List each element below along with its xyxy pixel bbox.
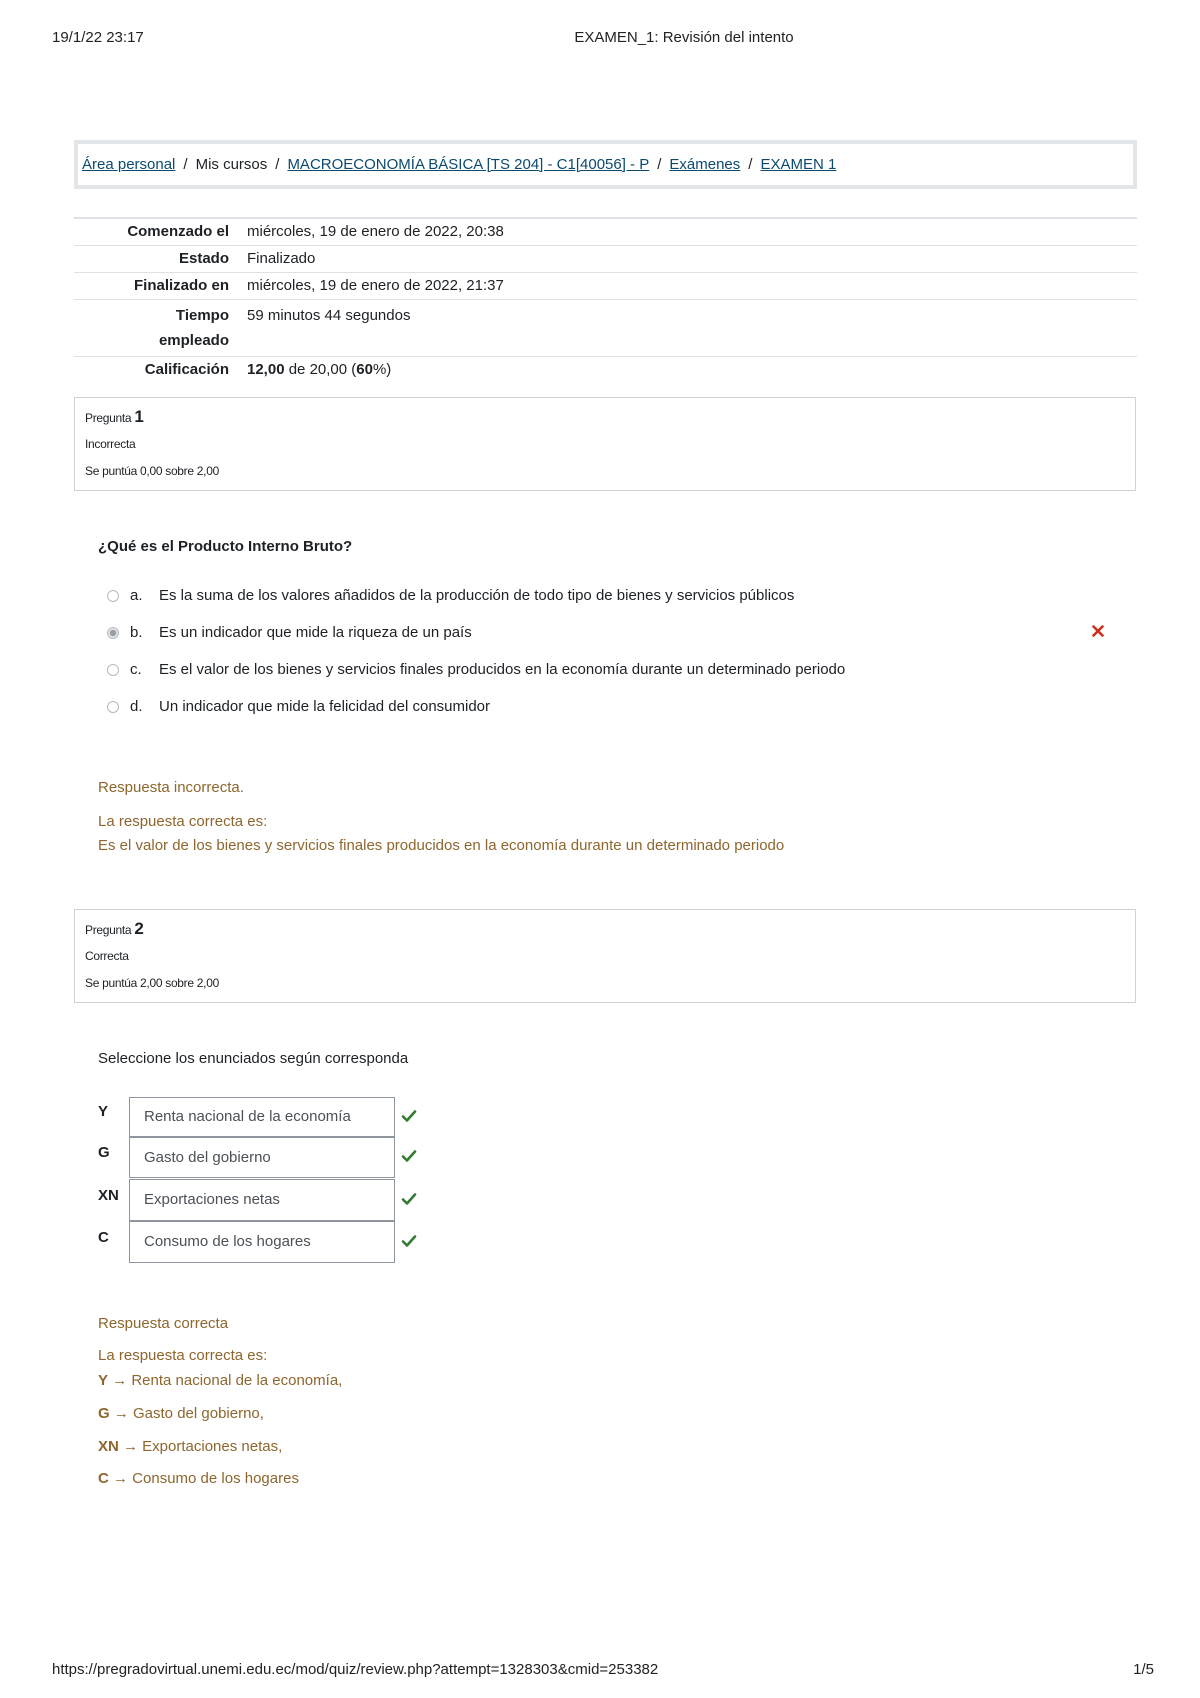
- pair-answer: → Consumo de los hogares: [108, 1470, 299, 1487]
- right-answer-pair: [98, 1371, 342, 1391]
- option-text: Es el valor de los bienes y servicios finales producidos en la economía durante un determinado periodo: [159, 661, 846, 678]
- grade-percent: 60: [356, 361, 373, 378]
- question-2-outcome: Respuesta correcta: [98, 1315, 229, 1332]
- question-label: Pregunta: [85, 411, 132, 425]
- question-1-state: Incorrecta: [85, 437, 136, 451]
- question-2-text: Seleccione los enunciados según corresponda: [98, 1050, 409, 1067]
- summary-label: Estado: [178, 250, 229, 267]
- summary-label: Calificación: [144, 361, 229, 378]
- summary-row-finished: [74, 272, 1137, 299]
- radio-icon: [107, 664, 119, 676]
- pair-stem: C: [98, 1470, 109, 1487]
- option-letter: d.: [130, 698, 143, 715]
- option-letter: a.: [130, 587, 143, 604]
- question-1-option-c: [0, 660, 1200, 680]
- match-stem: C: [98, 1229, 109, 1246]
- pair-answer: → Renta nacional de la economía,: [108, 1372, 343, 1389]
- breadcrumb: [74, 140, 1137, 189]
- question-label: Pregunta: [85, 923, 132, 937]
- summary-label-wrap: [74, 303, 229, 353]
- breadcrumb-course-link[interactable]: MACROECONOMÍA BÁSICA [TS 204] - C1[40056] - P: [287, 156, 650, 173]
- correct-check-icon: [401, 1108, 417, 1124]
- pair-answer: → Exportaciones netas,: [118, 1438, 283, 1455]
- summary-value: miércoles, 19 de enero de 2022, 20:38: [247, 223, 504, 240]
- question-number: 2: [134, 919, 144, 938]
- option-text: Un indicador que mide la felicidad del consumidor: [159, 698, 491, 715]
- question-2-state: Correcta: [85, 949, 129, 963]
- print-title: EXAMEN_1: Revisión del intento: [574, 29, 794, 46]
- summary-value: miércoles, 19 de enero de 2022, 21:37: [247, 277, 504, 294]
- breadcrumb-examen-link[interactable]: EXAMEN 1: [760, 156, 837, 173]
- option-letter: b.: [130, 624, 143, 641]
- correct-check-icon: [401, 1148, 417, 1164]
- radio-icon: [107, 701, 119, 713]
- summary-label: Tiempo empleado: [158, 307, 229, 349]
- pair-stem: Y: [98, 1372, 109, 1389]
- question-1-right-answer-label: La respuesta correcta es:: [98, 813, 268, 830]
- question-1-text: ¿Qué es el Producto Interno Bruto?: [98, 538, 353, 555]
- question-2-right-answer-label: La respuesta correcta es:: [98, 1347, 268, 1364]
- right-answer-pair: [98, 1437, 282, 1457]
- print-url: https://pregradovirtual.unemi.edu.ec/mod/quiz/review.php?attempt=1328303&cmid=253382: [52, 1661, 659, 1678]
- pair-answer: → Gasto del gobierno,: [109, 1405, 264, 1422]
- match-stem: G: [98, 1144, 110, 1161]
- question-2-info-box: [74, 909, 1136, 1003]
- question-number: 1: [134, 407, 144, 426]
- summary-value: 59 minutos 44 segundos: [247, 307, 411, 324]
- right-answer-pair: [98, 1469, 299, 1489]
- question-2-grade: Se puntúa 2,00 sobre 2,00: [85, 976, 219, 990]
- match-select: Gasto del gobierno: [129, 1137, 395, 1178]
- question-1-outcome: Respuesta incorrecta.: [98, 779, 244, 796]
- match-select: Consumo de los hogares: [129, 1221, 395, 1263]
- pair-stem: XN: [98, 1438, 119, 1455]
- incorrect-cross-icon: [1090, 623, 1106, 639]
- print-datetime: 19/1/22 23:17: [52, 29, 144, 46]
- question-1-right-answer: Es el valor de los bienes y servicios finales producidos en la economía durante un determinado periodo: [98, 837, 785, 854]
- grade-value: [229, 360, 391, 380]
- match-select: Renta nacional de la economía: [129, 1097, 395, 1137]
- grade-middle: de 20,00 (: [284, 361, 357, 378]
- question-2-heading: [85, 918, 144, 941]
- option-text: Es un indicador que mide la riqueza de un país: [159, 624, 472, 641]
- option-letter: c.: [130, 661, 142, 678]
- summary-value: Finalizado: [247, 250, 316, 267]
- summary-label: Comenzado el: [127, 223, 229, 240]
- breadcrumb-separator: /: [748, 156, 753, 173]
- summary-row-state: [74, 245, 1137, 272]
- correct-check-icon: [401, 1233, 417, 1249]
- summary-row-started: [74, 217, 1137, 245]
- breadcrumb-separator: /: [275, 156, 280, 173]
- summary-row-time-taken: [74, 299, 1137, 356]
- radio-selected-icon: [107, 627, 119, 639]
- attempt-summary-table: [74, 217, 1137, 383]
- breadcrumb-separator: /: [657, 156, 662, 173]
- question-1-option-a: [0, 586, 1200, 606]
- summary-row-grade: [74, 356, 1137, 383]
- radio-icon: [107, 590, 119, 602]
- grade-tail: %): [372, 361, 392, 378]
- breadcrumb-mis-cursos: Mis cursos: [195, 156, 268, 173]
- breadcrumb-area-personal-link[interactable]: Área personal: [82, 156, 176, 173]
- print-page-number: 1/5: [1133, 1661, 1154, 1678]
- correct-check-icon: [401, 1191, 417, 1207]
- question-1-info-box: [74, 397, 1136, 491]
- question-1-grade: Se puntúa 0,00 sobre 2,00: [85, 464, 219, 478]
- match-select: Exportaciones netas: [129, 1179, 395, 1221]
- pair-stem: G: [98, 1405, 110, 1422]
- question-1-option-d: [0, 697, 1200, 717]
- breadcrumb-separator: /: [183, 156, 188, 173]
- breadcrumb-examenes-link[interactable]: Exámenes: [669, 156, 741, 173]
- option-text: Es la suma de los valores añadidos de la producción de todo tipo de bienes y servicios públicos: [159, 587, 795, 604]
- summary-label: Finalizado en: [133, 277, 229, 294]
- grade-score: 12,00: [247, 361, 285, 378]
- right-answer-pair: [98, 1404, 264, 1424]
- question-1-heading: [85, 406, 144, 429]
- match-stem: XN: [98, 1187, 119, 1204]
- match-stem: Y: [98, 1103, 109, 1120]
- question-1-option-b: [0, 623, 1200, 643]
